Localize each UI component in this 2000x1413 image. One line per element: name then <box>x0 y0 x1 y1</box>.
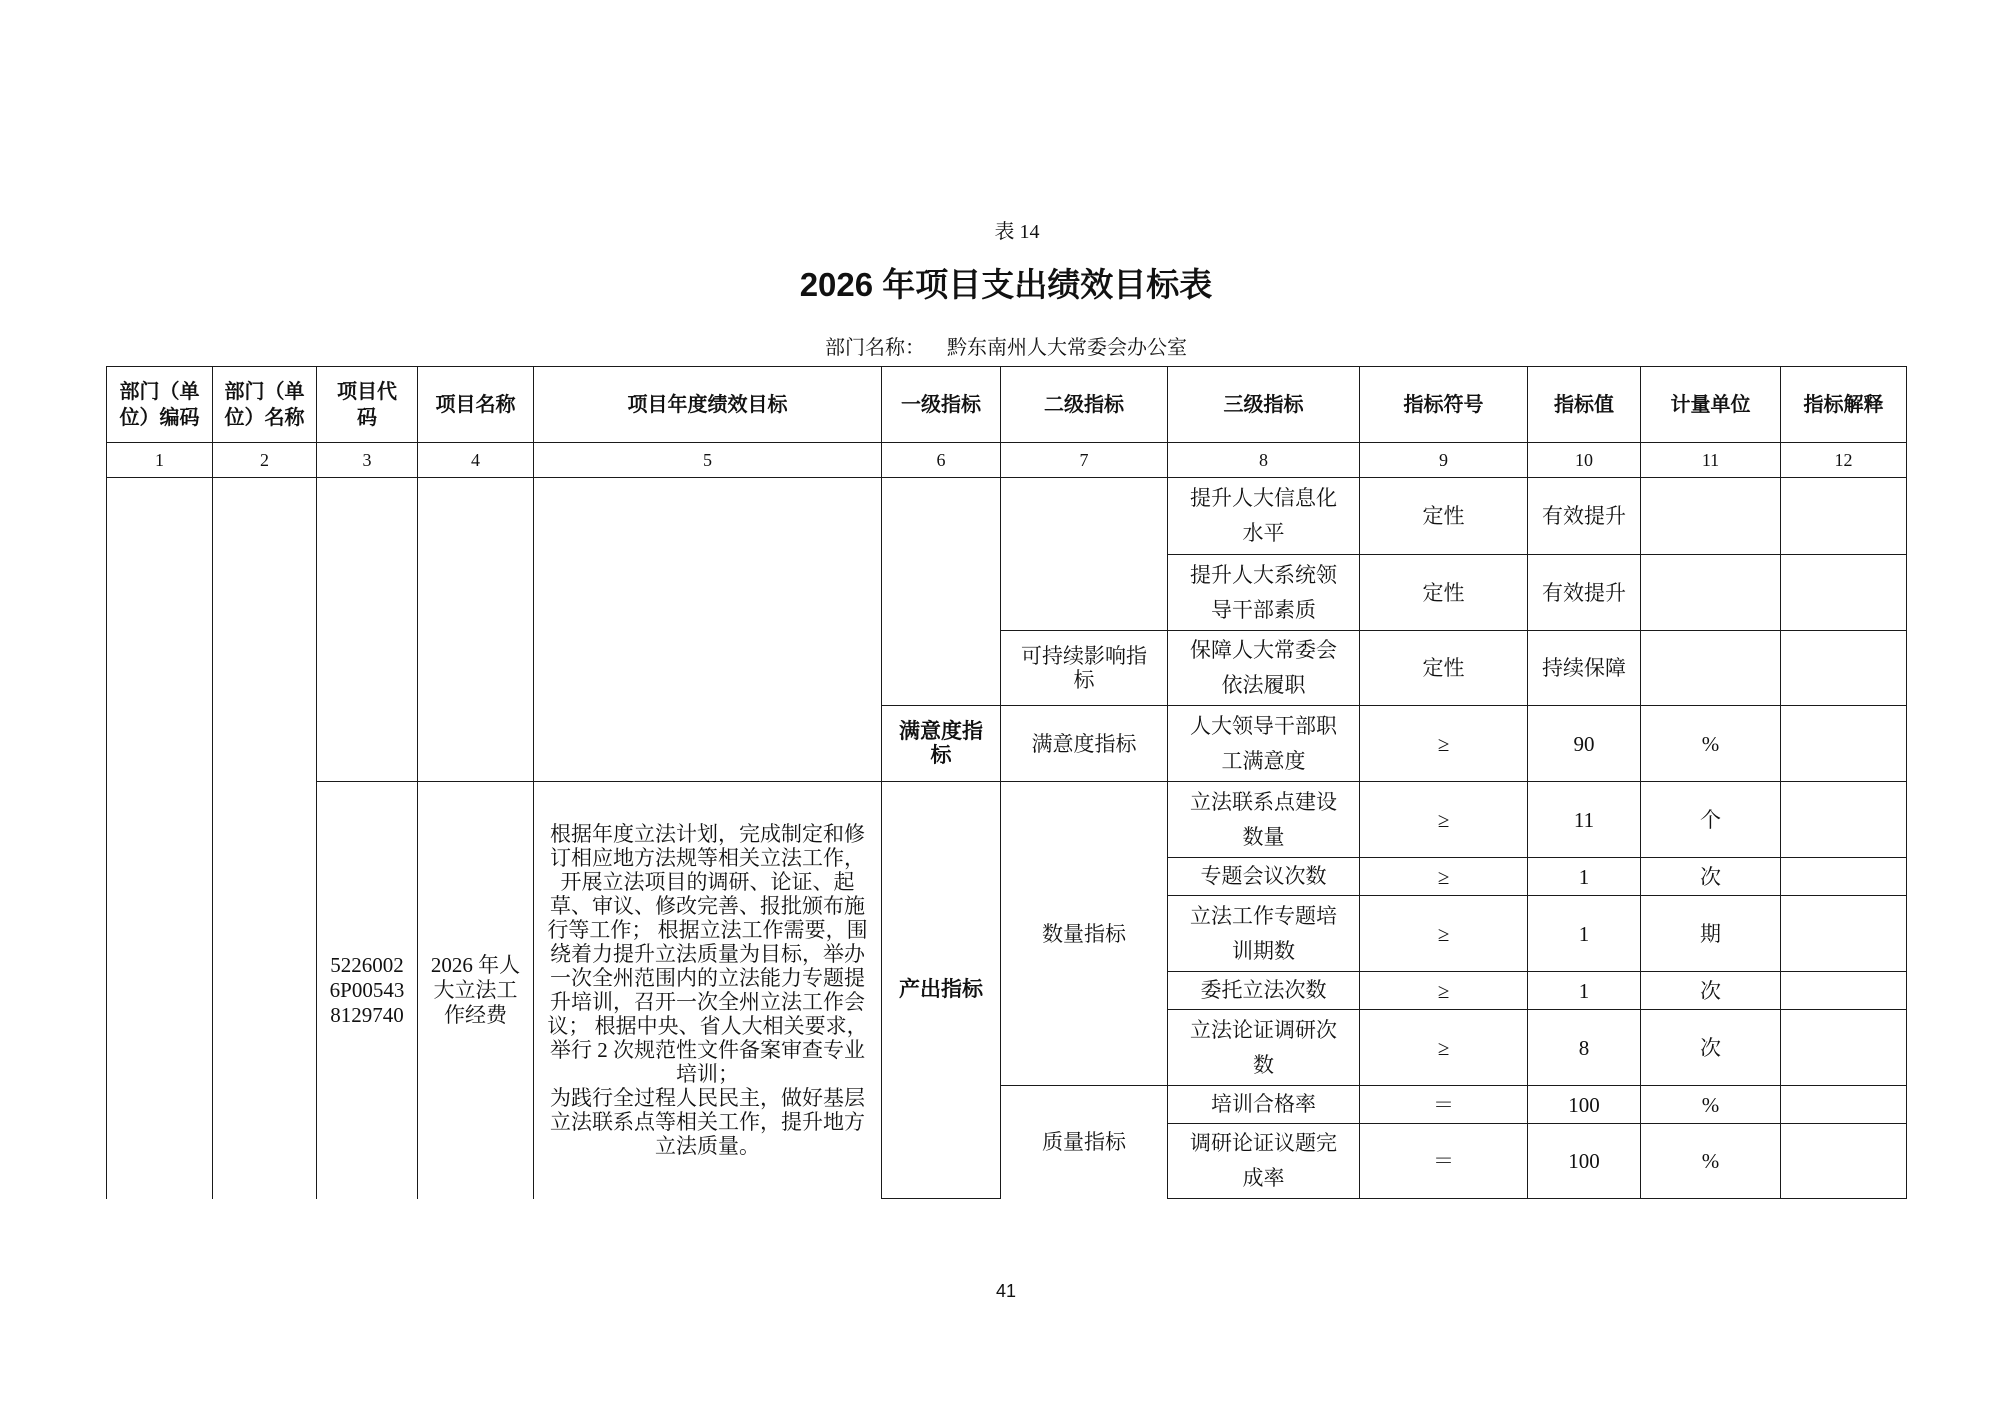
header-unit: 计量单位 <box>1641 367 1781 443</box>
annual-goal-cell <box>534 478 882 782</box>
table-number: 表 14 <box>994 221 1040 243</box>
column-number: 4 <box>418 443 534 478</box>
header-level3-indicator: 三级指标 <box>1168 367 1360 443</box>
annual-goal-paragraph: 为践行全过程人民民主，做好基层立法联系点等相关工作，提升地方立法质量。 <box>550 1086 865 1159</box>
explanation-cell <box>1781 1086 1907 1124</box>
annual-goal-cell <box>534 782 882 1199</box>
dept-name-cell <box>213 478 317 1199</box>
level3-indicator-label: 委托立法次数 <box>1200 978 1327 1002</box>
header-project-code-label: 项目代码 <box>337 380 397 429</box>
page-title: 2026 年项目支出绩效目标表 <box>799 266 1213 303</box>
level1-indicator-cell <box>882 782 1001 1199</box>
level3-indicator-cell <box>1168 706 1360 782</box>
level2-indicator-cell: 满意度指标 <box>1001 706 1168 782</box>
column-number: 8 <box>1168 443 1360 478</box>
indicator-symbol-cell: ≥ <box>1360 972 1528 1010</box>
level3-indicator-label: 立法工作专题培训期数 <box>1190 903 1337 963</box>
header-dept-name <box>213 367 317 443</box>
indicator-symbol-cell: ＝ <box>1360 1124 1528 1199</box>
level2-indicator-cell <box>1001 631 1168 706</box>
project-code-cell <box>317 782 418 1199</box>
column-number: 9 <box>1360 443 1528 478</box>
indicator-symbol-cell: 定性 <box>1360 478 1528 555</box>
column-number: 6 <box>882 443 1001 478</box>
indicator-symbol-cell: ≥ <box>1360 896 1528 972</box>
explanation-cell <box>1781 858 1907 896</box>
indicator-value-cell: 有效提升 <box>1528 478 1641 555</box>
level2-indicator-cell: 质量指标 <box>1001 1086 1168 1199</box>
project-code-cell <box>317 478 418 782</box>
level3-indicator-cell <box>1168 478 1360 555</box>
page-number: 41 <box>995 1281 1017 1301</box>
dept-code-cell <box>107 478 213 1199</box>
level2-indicator-cell <box>1001 478 1168 631</box>
department-line <box>106 334 1906 362</box>
level3-indicator-label: 调研论证议题完成率 <box>1190 1131 1337 1190</box>
level3-indicator-label: 人大领导干部职工满意度 <box>1190 713 1337 773</box>
indicator-value-cell: 1 <box>1528 858 1641 896</box>
level3-indicator-cell <box>1168 1086 1360 1124</box>
column-number-row <box>107 443 1907 478</box>
header-dept-code <box>107 367 213 443</box>
header-annual-goal: 项目年度绩效目标 <box>534 367 882 443</box>
column-number: 7 <box>1001 443 1168 478</box>
level3-indicator-label: 立法论证调研次数 <box>1190 1017 1337 1077</box>
header-explanation: 指标解释 <box>1781 367 1907 443</box>
project-name-cell <box>418 478 534 782</box>
header-indicator-symbol: 指标符号 <box>1360 367 1528 443</box>
level3-indicator-label: 培训合格率 <box>1211 1092 1316 1116</box>
explanation-cell <box>1781 631 1907 706</box>
level3-indicator-label: 立法联系点建设数量 <box>1190 789 1337 849</box>
indicator-symbol-cell: ＝ <box>1360 1086 1528 1124</box>
level3-indicator-cell <box>1168 1010 1360 1086</box>
level3-indicator-cell <box>1168 896 1360 972</box>
indicator-symbol-cell: ≥ <box>1360 782 1528 858</box>
level3-indicator-cell <box>1168 782 1360 858</box>
indicator-value-cell: 11 <box>1528 782 1641 858</box>
unit-cell: 个 <box>1641 782 1781 858</box>
level3-indicator-cell <box>1168 972 1360 1010</box>
indicator-symbol-cell: 定性 <box>1360 555 1528 631</box>
unit-cell <box>1641 631 1781 706</box>
explanation-cell <box>1781 896 1907 972</box>
explanation-cell <box>1781 782 1907 858</box>
project-name: 2026 年人大立法工作经费 <box>430 952 521 1027</box>
level3-indicator-cell <box>1168 631 1360 706</box>
header-indicator-value: 指标值 <box>1528 367 1641 443</box>
level1-indicator-cell <box>882 478 1001 706</box>
level2-indicator-label: 可持续影响指标 <box>1021 644 1147 692</box>
level3-indicator-label: 专题会议次数 <box>1200 864 1327 888</box>
explanation-cell <box>1781 972 1907 1010</box>
header-project-name: 项目名称 <box>418 367 534 443</box>
indicator-value-cell: 90 <box>1528 706 1641 782</box>
level1-indicator-label: 满意度指标 <box>899 719 983 767</box>
indicator-value-cell: 持续保障 <box>1528 631 1641 706</box>
annual-goal-text <box>545 822 871 1158</box>
column-number: 10 <box>1528 443 1641 478</box>
explanation-cell <box>1781 555 1907 631</box>
indicator-value-cell: 有效提升 <box>1528 555 1641 631</box>
indicator-value-cell: 1 <box>1528 896 1641 972</box>
indicator-value-cell: 100 <box>1528 1124 1641 1199</box>
unit-cell <box>1641 555 1781 631</box>
header-dept-name-label: 部门（单位）名称 <box>224 380 305 429</box>
table-row <box>107 782 1907 858</box>
level3-indicator-label: 提升人大系统领导干部素质 <box>1190 562 1337 622</box>
indicator-symbol-cell: ≥ <box>1360 1010 1528 1086</box>
unit-cell: % <box>1641 1086 1781 1124</box>
department-name: 黔东南州人大常委会办公室 <box>947 337 1187 359</box>
column-number: 1 <box>107 443 213 478</box>
level2-indicator-cell: 数量指标 <box>1001 782 1168 1086</box>
header-level1-indicator: 一级指标 <box>882 367 1001 443</box>
unit-cell: 期 <box>1641 896 1781 972</box>
column-number: 5 <box>534 443 882 478</box>
unit-cell: 次 <box>1641 972 1781 1010</box>
performance-table <box>106 366 1907 1199</box>
column-number: 2 <box>213 443 317 478</box>
column-number: 12 <box>1781 443 1907 478</box>
department-label: 部门名称： <box>825 337 925 359</box>
explanation-cell <box>1781 1124 1907 1199</box>
header-level2-indicator: 二级指标 <box>1001 367 1168 443</box>
indicator-value-cell: 8 <box>1528 1010 1641 1086</box>
unit-cell: 次 <box>1641 858 1781 896</box>
project-code: 52260026P005438129740 <box>329 952 405 1027</box>
header-dept-code-label: 部门（单位）编码 <box>119 380 200 429</box>
annual-goal-paragraph: 根据年度立法计划，完成制定和修订相应地方法规等相关立法工作，开展立法项目的调研、论证、起草、审议、修改完善、报批颁布施行等工作； 根据立法工作需要，围绕着力提升立法质量为目标，举办一次全州范围内的立法能力专题提升培训，召开一次全州立法工作会议； 根据中央、省人大相关要求，举行 2 次规范性文件备案审查专业培训； <box>547 822 868 1087</box>
indicator-value-cell: 1 <box>1528 972 1641 1010</box>
unit-cell: % <box>1641 1124 1781 1199</box>
level1-indicator-cell <box>882 706 1001 782</box>
level3-indicator-label: 提升人大信息化水平 <box>1190 486 1337 545</box>
unit-cell: 次 <box>1641 1010 1781 1086</box>
explanation-cell <box>1781 478 1907 555</box>
header-project-code <box>317 367 418 443</box>
level3-indicator-cell <box>1168 858 1360 896</box>
column-number: 3 <box>317 443 418 478</box>
indicator-value-cell: 100 <box>1528 1086 1641 1124</box>
indicator-symbol-cell: ≥ <box>1360 706 1528 782</box>
level3-indicator-cell <box>1168 555 1360 631</box>
explanation-cell <box>1781 706 1907 782</box>
level3-indicator-cell <box>1168 1124 1360 1199</box>
unit-cell <box>1641 478 1781 555</box>
explanation-cell <box>1781 1010 1907 1086</box>
project-name-cell <box>418 782 534 1199</box>
indicator-symbol-cell: 定性 <box>1360 631 1528 706</box>
header-row <box>107 367 1907 443</box>
level1-indicator-label: 产出指标 <box>899 978 983 1001</box>
indicator-symbol-cell: ≥ <box>1360 858 1528 896</box>
table-row <box>107 478 1907 555</box>
level3-indicator-label: 保障人大常委会依法履职 <box>1190 638 1337 697</box>
unit-cell: % <box>1641 706 1781 782</box>
column-number: 11 <box>1641 443 1781 478</box>
